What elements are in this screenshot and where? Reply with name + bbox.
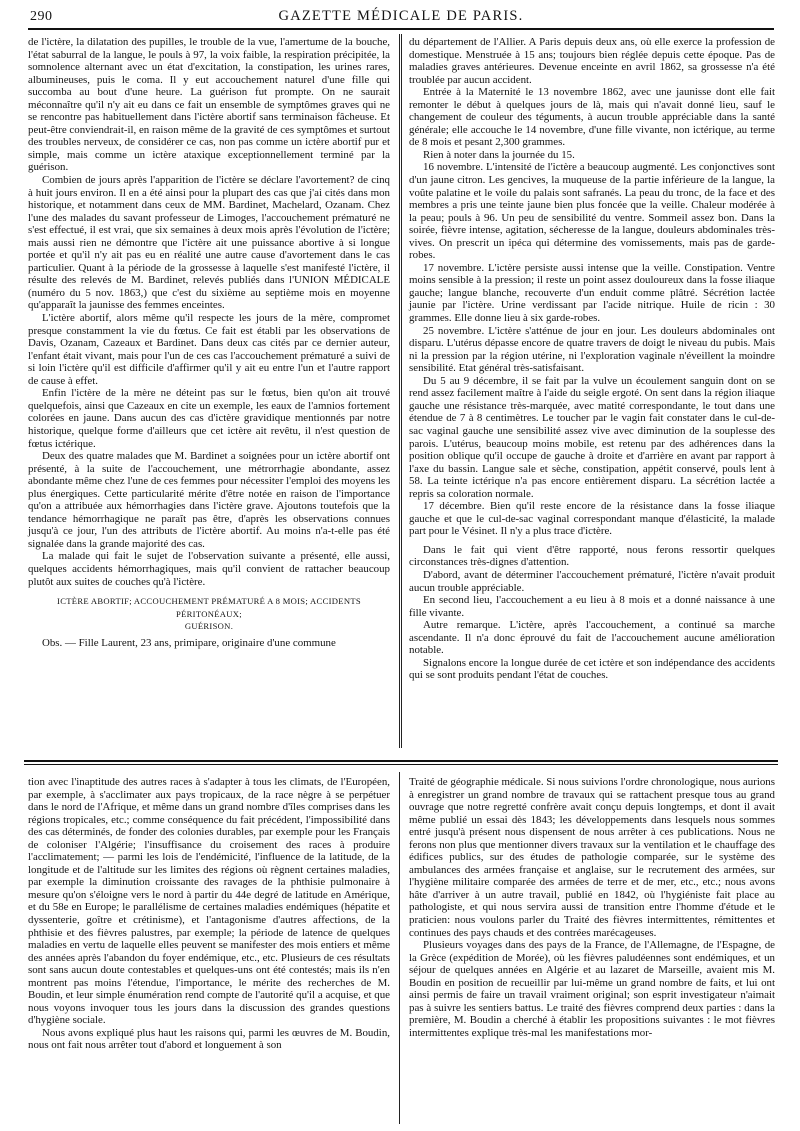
paragraph: 17 novembre. L'ictère persiste aussi intense que la veille. Constipation. Ventre moins sensible à la pression; il reste un point assez douloureux dans la fosse iliaque gauche; langue blanche, recouverte d'un enduit comme plâtré. Sécrétion lactée jaunie par l'ictère. Urine verdissant par l'acide nitrique. Huile de ricin : 30 grammes. Elle donne lieu à six garde-robes. (409, 261, 775, 325)
case-opening: Obs. — Fille Laurent, 23 ans, primipare, originaire d'une commune (42, 636, 336, 649)
article-column-top-left (28, 36, 390, 742)
paragraph: 17 décembre. Bien qu'il reste encore de la résistance dans la fosse iliaque gauche et que le cul-de-sac vaginal correspondant manque d'élasticité, la malade part pour le Vésinet. Il n'y a plus trace d'ictère. (409, 500, 775, 538)
column-divider (401, 34, 402, 748)
feuilleton-column-right (409, 776, 775, 1126)
case-heading-line: GUÉRISON. (184, 621, 234, 632)
page-number: 290 (30, 9, 53, 24)
paragraph: tion avec l'inaptitude des autres races à s'adapter à tous les climats, de l'Européen, par exemple, à s'acclimater aux pays tropicaux, de la race nègre à se perpétuer dans le nord de l'Afrique, et même dans un grand nombre d'îles comprises dans les régions tropicales, etc.; comme conséquence du fait précédent, l'impossibilité dans des cas déterminés, de fonder des colonies durables, par exemple pour les Français de coloniser l'Algérie; l'insuffisance du croisement des races à produire l'acclimatement; — parmi les lois de l'endémicité, l'influence de la latitude, de la longitude et de l'altitude sur les limites des régions où règnent certaines maladies, par exemple la diminution croissante des ravages de la phthisie pulmonaire à mesure qu'on s'éloigne vers le nord à partir du 44e degré de latitude en Amérique, et du 58e en Europe; le parallélisme de certaines maladies endémiques (hépatite et dyssenterie, goître et crétinisme), et l'antagonisme d'autres affections, de la phthisie et des fièvres palustres, par exemple; la période de latence de quelques maladies en vertu de laquelle elles peuvent se manifester des mois entiers et même des années après l'abandon du foyer endémique, etc., etc. Plusieurs de ces résultats sont sans aucun doute contestables et quelques-uns ont été contestés; mais ils n'en montrent pas moins l'étendue, l'importance, le mérite des recherches de M. Boudin, et leur simple énumération rend compte de l'autorité qu'il a acquise, et que nous voyons invoquer tous les jours dans la discussion des grandes questions d'hygiène sociale. (28, 776, 390, 1027)
column-divider (399, 772, 400, 1124)
feuilleton-rule (24, 764, 778, 765)
paragraph: D'abord, avant de déterminer l'accouchement prématuré, l'ictère n'avait produit aucun trouble appréciable. (409, 568, 775, 594)
paragraph: du département de l'Allier. A Paris depuis deux ans, où elle exerce la profession de domestique. Menstruée à 15 ans; toujours bien réglée depuis cette époque. Pas de maladies graves antérieures. Devenue enceinte en avril 1862, sa grossesse n'a été troublée par aucun accident. (409, 36, 775, 86)
paragraph: L'ictère abortif, alors même qu'il respecte les jours de la mère, compromet presque constamment la vie du fœtus. Ce fait est établi par les observations de Davis, Ozanam, Cazeaux et Bardinet. Dans deux cas cités par ce dernier auteur, l'enfant était vivant, mais pour l'un de ces cas l'accouchement prématuré a suivi de si loin l'ictère qu'il est difficile d'affirmer qu'il y ait eu entre l'un et l'autre rapport de cause à effet. (28, 312, 390, 387)
paragraph: Deux des quatre malades que M. Bardinet a soignées pour un ictère abortif ont présenté, à la suite de l'accouchement, une métrorrhagie abondante, assez abondante même chez l'une de ces femmes pour nécessiter l'emploi des moyens les plus énergiques. Cette particularité mérite d'être notée en raison de l'importance qu'on a attribuée aux hémorrhagies dans l'ictère grave. Ajoutons toutefois que la tendance hémorrhagique ne paraît pas être, d'après les observations connues jusqu'à ce jour, l'un des attributs de l'ictère abortif. Au moins n'a-t-elle pas été signalée dans la grande majorité des cas. (28, 450, 390, 550)
column-divider (399, 34, 400, 748)
paragraph: Signalons encore la longue durée de cet ictère et son indépendance des accidents qui se sont produits pendant l'état de couches. (409, 656, 775, 682)
paragraph: de l'ictère, la dilatation des pupilles, le trouble de la vue, l'amertume de la bouche, l'état saburral de la langue, le pouls à 97, la voix faible, la respiration précipitée, la somnolence alternant avec un état d'excitation, la constipation, les urines rares, albumineuses, puis le coma. Il y eut accouchement naturel d'une fille qui succomba au bout d'une heure. La guérison fut prompte. On ne saurait méconnaître qu'il n'y ait eu dans ce fait un ensemble de symptômes graves qui ne se rencontre pas habituellement dans l'ictère abortif sans terminaison fâcheuse. Et peut-être conviendrait-il, en raison même de la gravité de ces symptômes et surtout des troubles nerveux, de considérer ce cas, non pas comme un ictère abortif pur et simple, mais comme un ictère ataxique exceptionnellement terminé par la guérison. (28, 36, 390, 174)
paragraph: La malade qui fait le sujet de l'observation suivante a présenté, elle aussi, quelques accidents hémorrhagiques, mais qu'il convient de rattacher beaucoup plutôt aux suites de couches qu'à l'ictère. (28, 550, 390, 588)
paragraph: Rien à noter dans la journée du 15. (423, 148, 575, 161)
paragraph: En second lieu, l'accouchement a eu lieu à 8 mois et a donné naissance à une fille vivante. (409, 594, 775, 619)
case-heading-line: ICTÈRE ABORTIF; ACCOUCHEMENT PRÉMATURÉ A 8 MOIS; ACCIDENTS PÉRITONÉAUX; (57, 596, 361, 619)
paragraph: Nous avons expliqué plus haut les raisons qui, parmi les œuvres de M. Boudin, nous ont fait nous arrêter tout d'abord et longuement à son (28, 1026, 390, 1052)
feuilleton-rule (24, 760, 778, 762)
journal-title: GAZETTE MÉDICALE DE PARIS. (278, 8, 524, 24)
article-column-top-right (409, 36, 775, 742)
paragraph: Dans le fait qui vient d'être rapporté, nous ferons ressortir quelques circonstances très-dignes d'attention. (409, 543, 775, 569)
case-heading (28, 595, 390, 633)
paragraph: Plusieurs voyages dans des pays de la France, de l'Allemagne, de l'Espagne, de la Grèce (expédition de Morée), où les fièvres paludéennes sont endémiques, et un séjour de quelques années en Algérie et au lazaret de Marseille, avaient mis M. Boudin en position de recueillir par lui-même un grand nombre de faits, et lui ont ainsi permis de faire un travail vraiment original; son esprit investigateur n'aimait pas à suivre les sentiers battus. Le traité des fièvres comprend deux parties : dans la première, M. Boudin a cherché à établir les propositions suivantes : le mot fièvres intermittentes explique très-mal les manifestations mor- (409, 939, 775, 1039)
paragraph: Enfin l'ictère de la mère ne déteint pas sur le fœtus, bien qu'on ait trouvé quelquefois, ainsi que Cazeaux en cite un exemple, les eaux de l'amnios fortement colorées en jaune. Dans aucun des cas d'ictère gravidique mentionnés par notre historique, quelque forme d'ailleurs que cet ictère ait revêtu, il n'est question de fœtus ictérique. (28, 387, 390, 450)
paragraph: Entrée à la Maternité le 13 novembre 1862, avec une jaunisse dont elle fait remonter le début à quelques jours de là, mais qui n'avait donné lieu, sauf le changement de couleur des téguments, à aucun trouble appréciable dans la santé générale; elle accouche le 14 novembre, d'une fille vivante, non ictérique, au terme de 8 mois et pesant 2,300 grammes. (409, 86, 775, 149)
feuilleton-column-left (28, 776, 390, 1126)
paragraph: Traité de géographie médicale. Si nous suivions l'ordre chronologique, nous aurions à enregistrer un grand nombre de travaux qui se rattachent presque tous au grand ouvrage que notre regretté confrère avait conçu depuis longtemps, et dont il avait même publié un essai dès 1843; les développements dans lesquels nous sommes entré jusqu'à présent nous dispensent de nous arrêter à ces publications. Nous ne ferons non plus que mentionner divers travaux sur la ventilation et le chauffage des édifices publics, sur des études de pathologie comparée, sur le système des ambulances des armées française et anglaise, sur le recrutement des armées, sur l'hygiène militaire comparée des armées de terre et de mer, etc., etc.; nous avons hâte d'arriver à un autre travail, publié en 1842, où l'hygiéniste fait place au pathologiste, et qui nous servira aussi de transition entre l'homme d'étude et le praticien: nous voulons parler du Traité des fièvres intermittentes, rémittentes et continues des pays chauds et des contrées marécageuses. (409, 776, 775, 939)
paragraph: 25 novembre. L'ictère s'atténue de jour en jour. Les douleurs abdominales ont disparu. L'utérus dépasse encore de quatre travers de doigt le niveau du pubis. Mais ni la pression par la région utérine, ni l'exploration vaginale n'éveillent la moindre sensibilité. Etat général très-satisfaisant. (409, 324, 775, 375)
paragraph: Du 5 au 9 décembre, il se fait par la vulve un écoulement sanguin dont on se rend assez facilement maître à l'aide du seigle ergoté. On sent dans la région iliaque gauche une résistance très-marquée, avec matité correspondante, le tout dans une étendue de 7 à 8 centimètres. Le toucher par le vagin fait constater dans le cul-de-sac vaginal gauche une sensibilité assez vive avec diminution de la souplesse des parois. L'utérus, beaucoup moins mobile, est retenu par des adhérences dans la position oblique qu'il occupe de gauche à droite et d'arrière en avant par rapport à l'axe du bassin. Langue sale et sèche, constipation, appétit conservé, pouls lent à 58. La teinte ictérique n'a pas encore entièrement disparu. La sécrétion lactée a repris sa coloration normale. (409, 374, 775, 500)
paragraph: 16 novembre. L'intensité de l'ictère a beaucoup augmenté. Les conjonctives sont d'un jaune citron. Les gencives, la muqueuse de la partie inférieure de la langue, la voûte palatine et le voile du palais sont safranés. La peau du tronc, de la face et des membres a pris une teinte jaune bien plus foncée que la veille. Chaleur modérée à la peau; pouls à 96. Un peu de sensibilité du ventre. Sommeil assez bon. Dans la soirée, fièvre intense, agitation, sécheresse de la langue, douleurs abdominales très-vives. On prescrit un ipéca qui détermine des vomissements, mais pas de garde-robes. (409, 161, 775, 262)
paragraph: Combien de jours après l'apparition de l'ictère se déclare l'avortement? de cinq à huit jours environ. Il en a été ainsi pour la plupart des cas que j'ai cités dans mon historique, et notamment dans ceux de MM. Bardinet, Machelard, Ozanam. Chez l'une des malades du savant professeur de Limoges, l'accouchement prématuré ne s'est effectué, il est vrai, que six semaines à deux mois après l'évolution de l'ictère; mais aussi rien ne démontre que l'ictère ait une puissance abortive à si longue portée et qu'il n'y ait pas eu en réalité une autre cause d'avortement dans le cas particulier. Quant à la période de la grossesse à laquelle s'est manifesté l'ictère, il résulte des relevés de M. Bardinet, relevés publiés dans l'UNION MÉDICALE (numéro du 5 nov. 1863,) que c'est du sixième au septième mois en moyenne qu'apparaît la jaunisse des femmes enceintes. (28, 174, 390, 312)
page-header (28, 6, 774, 30)
paragraph: Autre remarque. L'ictère, après l'accouchement, a continué sa marche ascendante. Il n'a donc éprouvé du fait de l'accouchement aucune amélioration notable. (409, 619, 775, 657)
